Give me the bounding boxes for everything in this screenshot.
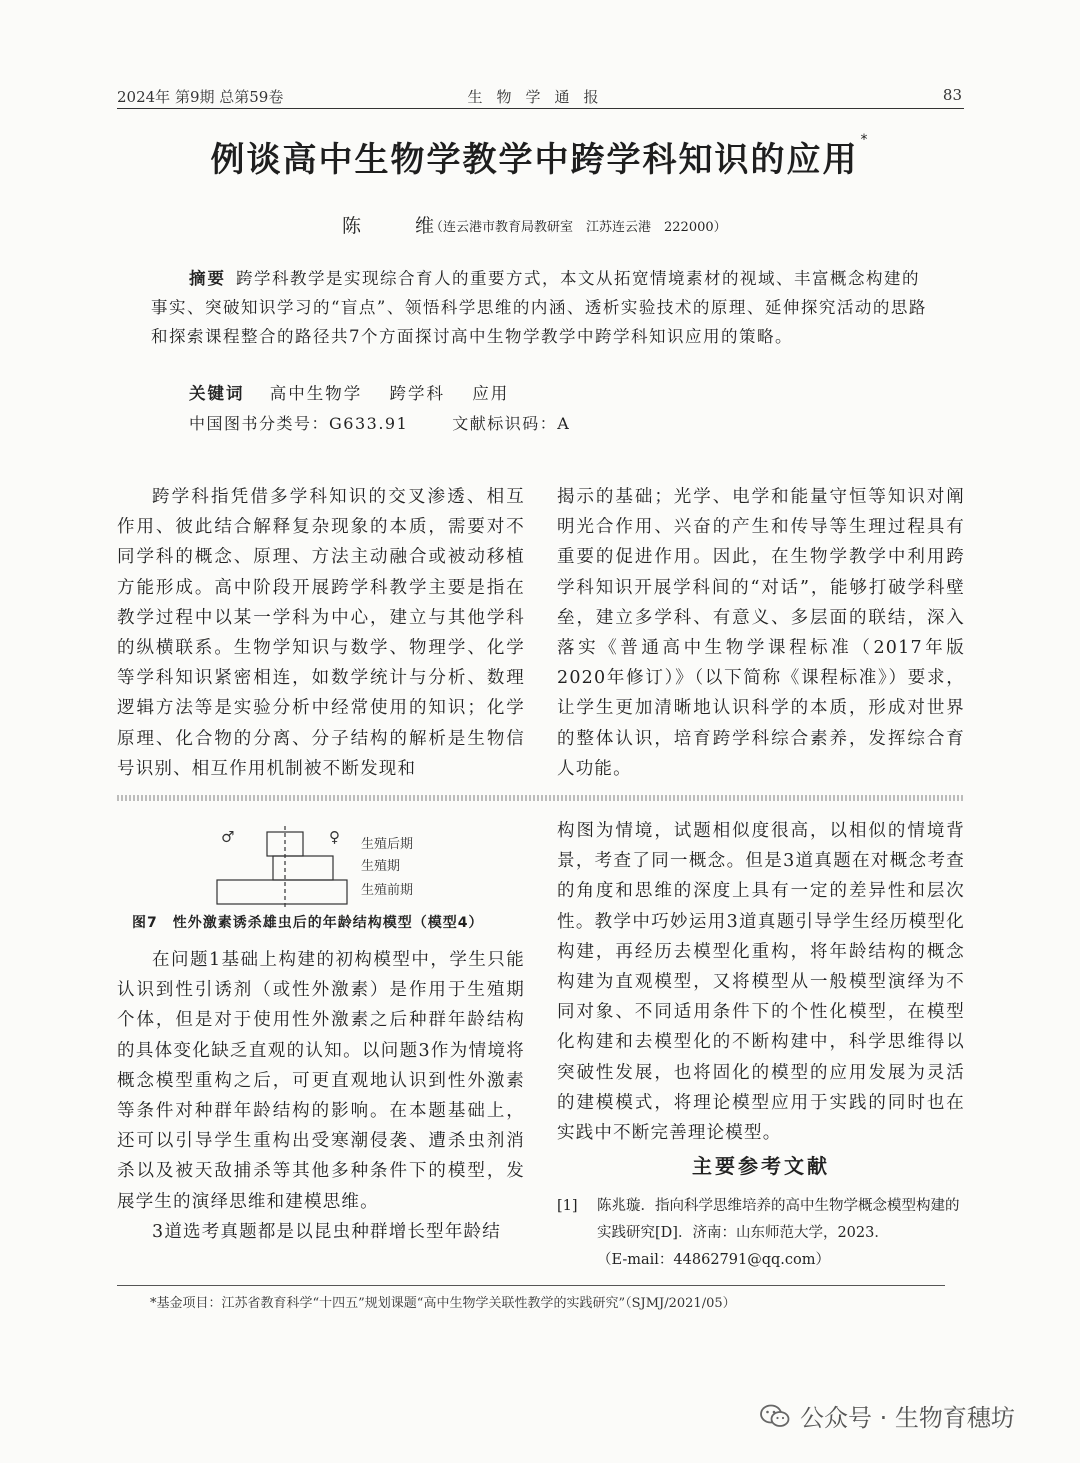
label-pre-reproductive: 生殖前期 bbox=[361, 883, 414, 898]
body-column-3 bbox=[117, 945, 525, 1247]
pre-reproductive-bar bbox=[217, 880, 347, 904]
label-reproductive: 生殖期 bbox=[361, 859, 401, 874]
paragraph: 构图为情境，试题相似度很高，以相似的情境背景，考查了同一概念。但是3道真题在对概念考查的角度和思维的深度上具有一定的差异性和层次性。教学中巧妙运用3道真题引导学生经历模型化构建，再经历去模型化重构，将年龄结构的概念构建为直观模型，又将模型从一般模型演绎为不同对象、不同适用条件下的个性化模型，在模型化构建和去模型化的不断构建中，科学思维得以突破性发展，也将固化的模型的应用发展为灵活的建模模式，将理论模型应用于实践的同时也在实践中不断完善理论模型。 bbox=[557, 821, 965, 1144]
body-column-2 bbox=[557, 482, 965, 784]
body-column-1 bbox=[117, 482, 525, 784]
keyword: 高中生物学 bbox=[269, 384, 363, 403]
male-symbol: ♂ bbox=[221, 828, 235, 846]
section-divider bbox=[117, 795, 964, 801]
body-column-4 bbox=[557, 816, 965, 1148]
abstract bbox=[151, 264, 929, 351]
wechat-icon bbox=[760, 1403, 790, 1429]
reference-number: [1] bbox=[557, 1198, 578, 1214]
female-symbol: ♀ bbox=[329, 828, 340, 846]
paragraph: 跨学科指凭借多学科知识的交叉渗透、相互作用、彼此结合解释复杂现象的本质，需要对不同学科的概念、原理、方法主动融合或被动移植方能形成。高中阶段开展跨学科教学主要是指在教学过程中以某一学科为中心，建立与其他学科的纵横联系。生物学知识与数学、物理学、化学等学科知识紧密相连，如数学统计与分析、数理逻辑方法等是实验分析中经常使用的知识；化学原理、化合物的分离、分子结构的解析是生物信号识别、相互作用机制被不断发现和 bbox=[117, 487, 525, 779]
journal-name: 生物学通报 bbox=[467, 88, 613, 106]
classification bbox=[189, 411, 570, 434]
paragraph: 揭示的基础；光学、电学和能量守恒等知识对阐明光合作用、兴奋的产生和传导等生理过程具有重要的促进作用。因此，在生物学教学中利用跨学科知识开展学科间的“对话”，能够打破学科壁垒，建立多学科、有意义、多层面的联结，深入落实《普通高中生物学课程标准（2017年版2020年修订）》（以下简称《课程标准》）要求，让学生更加清晰地认识科学的本质，形成对世界的整体认识，培育跨学科综合素养，发挥综合育人功能。 bbox=[557, 487, 965, 779]
issue-info: 2024年 第9期 总第59卷 bbox=[117, 88, 284, 106]
reference-email: （E-mail：44862791@qq.com） bbox=[597, 1252, 830, 1268]
footnote: *基金项目：江苏省教育科学“十四五”规划课题“高中生物学关联性教学的实践研究”（SJMJ/2021/05） bbox=[150, 1296, 736, 1311]
article-title bbox=[0, 132, 1080, 181]
keyword: 跨学科 bbox=[389, 384, 445, 403]
figure-caption: 图7 性外激素诱杀雄虫后的年龄结构模型（模型4） bbox=[132, 915, 484, 931]
abstract-label: 摘要 bbox=[189, 269, 226, 288]
abstract-text: 跨学科教学是实现综合育人的重要方式，本文从拓宽情境素材的视域、丰富概念构建的事实、突破知识学习的“盲点”、领悟科学思维的内涵、透析实验技术的原理、延伸探究活动的思路和探索课程整合的路径共7个方面探讨高中生物学教学中跨学科知识应用的策略。 bbox=[151, 269, 927, 346]
clc-number: 中国图书分类号：G633.91 bbox=[189, 414, 409, 433]
author-affiliation: （连云港市教育局教研室 江苏连云港 222000） bbox=[430, 220, 727, 235]
title-footnote-mark: * bbox=[860, 132, 870, 148]
header-rule bbox=[117, 108, 964, 109]
paragraph: 在问题1基础上构建的初构模型中，学生只能认识到性引诱剂（或性外激素）是作用于生殖期个体，但是对于使用性外激素之后种群年龄结构的具体变化缺乏直观的认知。以问题3作为情境将概念模型重构之后，可更直观地认识到性外激素等条件对种群年龄结构的影响。在本题基础上，还可以引导学生重构出受寒潮侵袭、遭杀虫剂消杀以及被天敌捕杀等其他多种条件下的模型，发展学生的演绎思维和建模思维。 bbox=[117, 950, 525, 1212]
label-post-reproductive: 生殖后期 bbox=[361, 837, 414, 852]
author-line bbox=[342, 211, 727, 238]
paragraph: 3道选考真题都是以昆虫种群增长型年龄结 bbox=[152, 1221, 501, 1242]
reproductive-bar bbox=[273, 856, 333, 880]
references-heading: 主要参考文献 bbox=[692, 1154, 830, 1178]
author-name: 陈 维 bbox=[342, 215, 459, 237]
age-structure-diagram bbox=[117, 822, 525, 912]
keywords-label: 关键词 bbox=[189, 384, 245, 403]
keyword: 应用 bbox=[472, 384, 510, 403]
keywords bbox=[189, 380, 529, 404]
page-number: 83 bbox=[942, 86, 962, 104]
watermark bbox=[760, 1398, 1015, 1433]
reference-text: 陈兆璇．指向科学思维培养的高中生物学概念模型构建的实践研究[D]．济南：山东师范大学，2023． bbox=[597, 1198, 960, 1241]
document-code: 文献标识码：A bbox=[452, 414, 571, 433]
title-text: 例谈高中生物学教学中跨学科知识的应用 bbox=[210, 140, 859, 180]
watermark-text: 公众号 · 生物育穗坊 bbox=[800, 1404, 1015, 1432]
reference-item bbox=[557, 1193, 965, 1274]
footnote-rule bbox=[117, 1285, 945, 1286]
